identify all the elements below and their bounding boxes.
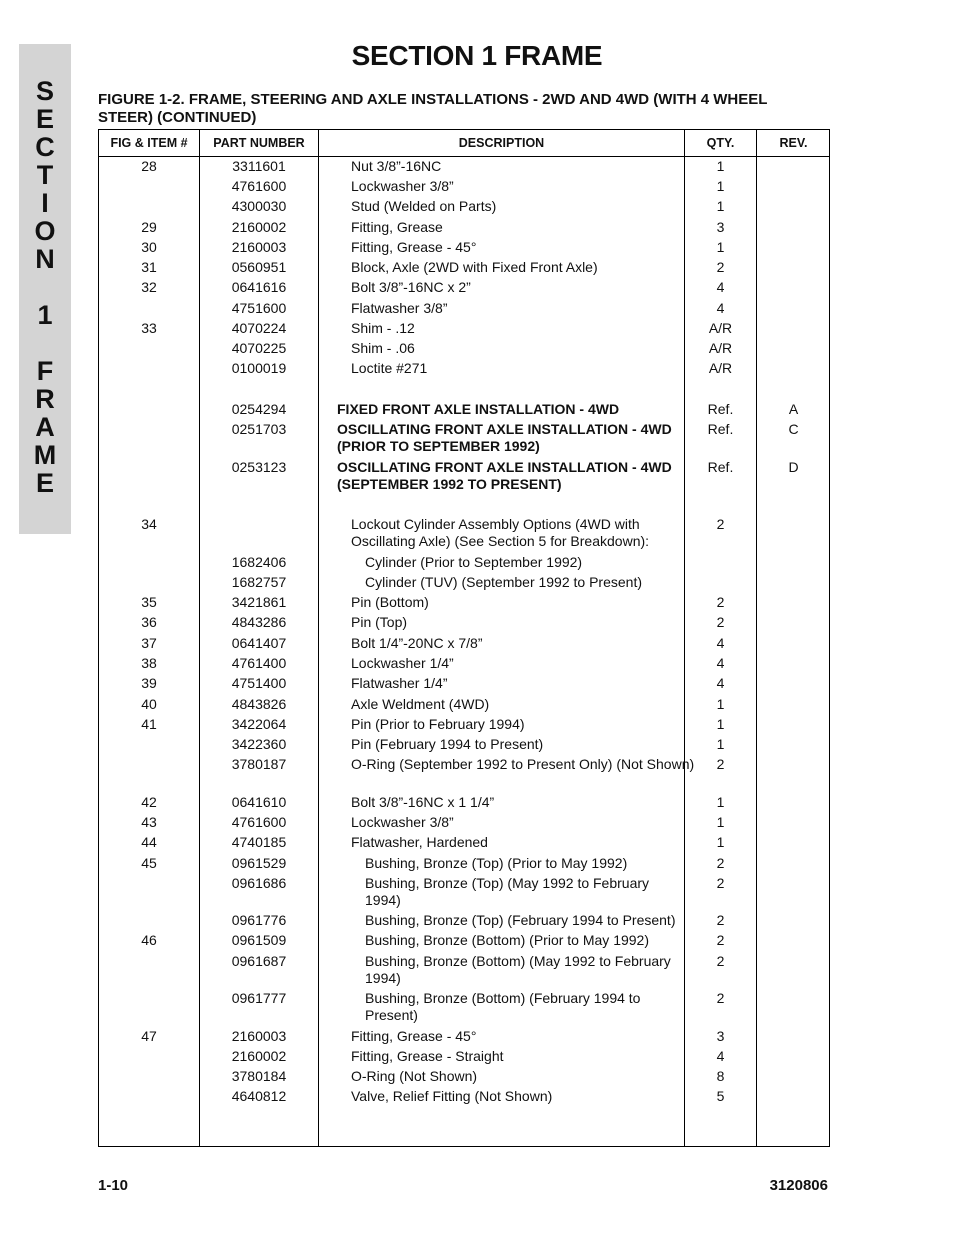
table-row (99, 178, 829, 198)
part-number-cell: 0100019 (231, 360, 287, 376)
qty-cell: 2 (716, 594, 725, 610)
table-row (99, 158, 829, 178)
qty-cell: 5 (716, 1088, 725, 1104)
qty-cell: 2 (716, 953, 725, 969)
header-description: DESCRIPTION (458, 136, 545, 150)
fig-item-cell: 39 (141, 675, 157, 691)
qty-cell: 3 (716, 219, 725, 235)
part-number-cell: 0961529 (231, 855, 287, 871)
side-tab-letter: 1 (37, 300, 53, 330)
rev-cell: A (788, 401, 799, 417)
qty-cell: Ref. (707, 401, 734, 417)
fig-item-cell: 29 (141, 219, 157, 235)
part-number-cell: 3422064 (231, 716, 287, 732)
table-row (99, 655, 829, 675)
qty-cell: 1 (716, 794, 725, 810)
table-row (99, 219, 829, 239)
table-row (99, 635, 829, 655)
qty-cell: 1 (716, 834, 725, 850)
description-cell: Bushing, Bronze (Bottom) (May 1992 to February 1994) (365, 953, 671, 986)
table-row (99, 1088, 829, 1108)
description-cell: Shim - .06 (351, 340, 415, 356)
description-cell: Valve, Relief Fitting (Not Shown) (351, 1088, 553, 1104)
figure-title: FIGURE 1-2. FRAME, STEERING AND AXLE INSTALLATIONS - 2WD AND 4WD (WITH 4 WHEEL STEER) (CONTINUED) (98, 91, 768, 126)
qty-cell: 1 (716, 158, 725, 174)
table-row (99, 340, 829, 360)
qty-cell: Ref. (707, 421, 734, 437)
table-row (99, 1028, 829, 1048)
table-row (99, 675, 829, 696)
part-number-cell: 0961777 (231, 990, 287, 1006)
table-row (99, 360, 829, 401)
part-number-cell: 4740185 (231, 834, 287, 850)
table-row (99, 834, 829, 855)
description-cell: Lockwasher 3/8” (351, 178, 454, 194)
table-row (99, 259, 829, 279)
table-row (99, 814, 829, 834)
fig-item-cell: 41 (141, 716, 157, 732)
description-cell: Pin (Prior to February 1994) (351, 716, 525, 732)
table-row (99, 990, 829, 1028)
table-row (99, 614, 829, 635)
qty-cell: 1 (716, 198, 725, 214)
part-number-cell: 3780184 (231, 1068, 287, 1084)
part-number-cell: 2160002 (231, 219, 287, 235)
header-rev: REV. (779, 136, 808, 150)
qty-cell: 2 (716, 932, 725, 948)
table-row (99, 516, 829, 554)
part-number-cell: 0641616 (231, 279, 287, 295)
part-number-cell: 4843826 (231, 696, 287, 712)
table-row (99, 554, 829, 574)
description-cell: Lockout Cylinder Assembly Options (4WD with Oscillating Axle) (See Section 5 for Breakdown): (351, 516, 650, 549)
part-number-cell: 4070225 (231, 340, 287, 356)
part-number-cell: 4300030 (231, 198, 287, 214)
table-row (99, 932, 829, 953)
description-cell: O-Ring (September 1992 to Present Only) (Not Shown) (351, 756, 695, 772)
fig-item-cell: 46 (141, 932, 157, 948)
table-row (99, 279, 829, 300)
part-number-cell: 3422360 (231, 736, 287, 752)
part-number-cell: 0560951 (231, 259, 287, 275)
description-cell: Fitting, Grease - 45° (351, 1028, 477, 1044)
rev-cell: C (788, 421, 799, 437)
table-row (99, 953, 829, 990)
page-number: 1-10 (98, 1177, 129, 1194)
description-cell: Bushing, Bronze (Top) (May 1992 to February 1994) (365, 875, 650, 908)
table-row (99, 875, 829, 912)
fig-item-cell: 42 (141, 794, 157, 810)
qty-cell: A/R (708, 320, 733, 336)
fig-item-cell: 35 (141, 594, 157, 610)
part-number-cell: 4761400 (231, 655, 287, 671)
table-row (99, 1048, 829, 1068)
description-cell: Axle Weldment (4WD) (351, 696, 490, 712)
qty-cell: 2 (716, 855, 725, 871)
description-cell: Pin (Bottom) (351, 594, 429, 610)
qty-cell: 1 (716, 716, 725, 732)
part-number-cell: 3421861 (231, 594, 287, 610)
side-tab-letter: T (36, 160, 54, 190)
part-number-cell: 2160003 (231, 239, 287, 255)
qty-cell: 4 (716, 655, 725, 671)
part-number-cell: 1682757 (231, 574, 287, 590)
header-part-number: PART NUMBER (213, 136, 305, 150)
description-cell: Stud (Welded on Parts) (351, 198, 497, 214)
table-row (99, 421, 829, 459)
section-side-tab (19, 44, 71, 534)
qty-cell: 2 (716, 912, 725, 928)
table-header (99, 130, 829, 157)
fig-item-cell: 38 (141, 655, 157, 671)
side-tab-letter: N (35, 244, 55, 274)
description-cell: Bolt 3/8”-16NC x 1 1/4” (351, 794, 495, 810)
fig-item-cell: 37 (141, 635, 157, 651)
description-cell: Block, Axle (2WD with Fixed Front Axle) (351, 259, 598, 275)
qty-cell: 1 (716, 814, 725, 830)
description-cell: O-Ring (Not Shown) (351, 1068, 478, 1084)
description-cell: Flatwasher, Hardened (351, 834, 488, 850)
side-tab-letter: S (35, 76, 54, 106)
qty-cell: 1 (716, 178, 725, 194)
fig-item-cell: 40 (141, 696, 157, 712)
description-cell: Pin (February 1994 to Present) (351, 736, 544, 752)
qty-cell: 1 (716, 696, 725, 712)
table-row (99, 696, 829, 716)
description-cell: Fitting, Grease - Straight (351, 1048, 504, 1064)
side-tab-letter: E (35, 104, 54, 134)
qty-cell: 2 (716, 875, 725, 891)
part-number-cell: 4070224 (231, 320, 287, 336)
fig-item-cell: 47 (141, 1028, 157, 1044)
qty-cell: 2 (716, 516, 725, 532)
description-cell: Bushing, Bronze (Bottom) (February 1994 to Present) (365, 990, 641, 1023)
part-number-cell: 1682406 (231, 554, 287, 570)
part-number-cell: 4751600 (231, 300, 287, 316)
qty-cell: 4 (716, 279, 725, 295)
side-tab-letter: E (35, 468, 54, 498)
description-cell: OSCILLATING FRONT AXLE INSTALLATION - 4WD (PRIOR TO SEPTEMBER 1992) (337, 421, 672, 454)
description-cell: OSCILLATING FRONT AXLE INSTALLATION - 4WD (SEPTEMBER 1992 TO PRESENT) (337, 459, 672, 492)
qty-cell: 2 (716, 990, 725, 1006)
part-number-cell: 4640812 (231, 1088, 287, 1104)
qty-cell: 1 (716, 736, 725, 752)
table-row (99, 401, 829, 421)
description-cell: Shim - .12 (351, 320, 415, 336)
table-row (99, 1068, 829, 1088)
side-tab-letter (19, 273, 71, 301)
part-number-cell: 0251703 (231, 421, 287, 437)
table-row (99, 716, 829, 736)
rev-cell: D (788, 459, 799, 475)
table-row (99, 300, 829, 320)
part-number-cell: 3311601 (232, 158, 286, 174)
fig-item-cell: 30 (141, 239, 157, 255)
side-tab-letter: F (36, 356, 54, 386)
qty-cell: 4 (716, 300, 725, 316)
description-cell: Lockwasher 1/4” (351, 655, 454, 671)
side-tab-letter: M (33, 440, 57, 470)
table-row (99, 912, 829, 932)
qty-cell: 2 (716, 756, 725, 772)
part-number-cell: 0961687 (231, 953, 287, 969)
description-cell: Bushing, Bronze (Top) (Prior to May 1992) (365, 855, 628, 871)
side-tab-letter: I (41, 188, 49, 218)
table-row (99, 320, 829, 340)
table-row (99, 756, 829, 794)
header-qty: QTY. (706, 136, 735, 150)
fig-item-cell: 36 (141, 614, 157, 630)
description-cell: Bolt 1/4”-20NC x 7/8” (351, 635, 483, 651)
part-number-cell: 2160003 (231, 1028, 287, 1044)
description-cell: Fitting, Grease - 45° (351, 239, 477, 255)
qty-cell: 2 (716, 259, 725, 275)
qty-cell: 8 (716, 1068, 725, 1084)
part-number-cell: 3780187 (231, 756, 287, 772)
description-cell: Bushing, Bronze (Bottom) (Prior to May 1992) (365, 932, 650, 948)
description-cell: Bolt 3/8”-16NC x 2” (351, 279, 471, 295)
table-row (99, 198, 829, 219)
qty-cell: 4 (716, 675, 725, 691)
table-row (99, 855, 829, 875)
qty-cell: 4 (716, 635, 725, 651)
table-row (99, 736, 829, 756)
description-cell: Nut 3/8”-16NC (351, 158, 442, 174)
part-number-cell: 4761600 (231, 814, 287, 830)
fig-item-cell: 34 (141, 516, 157, 532)
part-number-cell: 4843286 (231, 614, 287, 630)
fig-item-cell: 28 (141, 158, 157, 174)
part-number-cell: 4761600 (231, 178, 287, 194)
qty-cell: A/R (708, 340, 733, 356)
qty-cell: 1 (716, 239, 725, 255)
description-cell: Fitting, Grease (351, 219, 443, 235)
description-cell: Flatwasher 3/8” (351, 300, 448, 316)
qty-cell: Ref. (707, 459, 734, 475)
document-number: 3120806 (769, 1177, 828, 1194)
fig-item-cell: 33 (141, 320, 157, 336)
parts-table (98, 129, 830, 1147)
table-row (99, 239, 829, 259)
qty-cell: A/R (708, 360, 733, 376)
fig-item-cell: 31 (141, 259, 157, 275)
part-number-cell: 0961509 (231, 932, 287, 948)
part-number-cell: 0254294 (231, 401, 287, 417)
description-cell: Bushing, Bronze (Top) (February 1994 to Present) (365, 912, 676, 928)
description-cell: Pin (Top) (351, 614, 408, 630)
table-body (99, 158, 829, 1108)
part-number-cell: 0641610 (231, 794, 287, 810)
header-fig-item: FIG & ITEM # (110, 136, 188, 150)
part-number-cell: 4751400 (231, 675, 287, 691)
part-number-cell: 0641407 (231, 635, 287, 651)
fig-item-cell: 43 (141, 814, 157, 830)
fig-item-cell: 44 (141, 834, 157, 850)
side-tab-letter (19, 329, 71, 357)
table-row (99, 459, 829, 516)
side-tab-letter: A (35, 412, 55, 442)
description-cell: Cylinder (Prior to September 1992) (365, 554, 583, 570)
table-row (99, 794, 829, 814)
fig-item-cell: 45 (141, 855, 157, 871)
qty-cell: 4 (716, 1048, 725, 1064)
qty-cell: 3 (716, 1028, 725, 1044)
part-number-cell: 0253123 (231, 459, 287, 475)
table-row (99, 574, 829, 594)
qty-cell: 2 (716, 614, 725, 630)
page-title: SECTION 1 FRAME (351, 40, 603, 71)
description-cell: FIXED FRONT AXLE INSTALLATION - 4WD (337, 401, 620, 417)
part-number-cell: 2160002 (231, 1048, 287, 1064)
side-tab-letter: C (35, 132, 55, 162)
side-tab-letter: R (35, 384, 55, 414)
description-cell: Cylinder (TUV) (September 1992 to Present) (365, 574, 642, 590)
part-number-cell: 0961776 (231, 912, 287, 928)
description-cell: Lockwasher 3/8” (351, 814, 454, 830)
side-tab-letter: O (34, 216, 56, 246)
part-number-cell: 0961686 (231, 875, 287, 891)
table-row (99, 594, 829, 614)
description-cell: Flatwasher 1/4” (351, 675, 448, 691)
description-cell: Loctite #271 (351, 360, 428, 376)
fig-item-cell: 32 (141, 279, 157, 295)
